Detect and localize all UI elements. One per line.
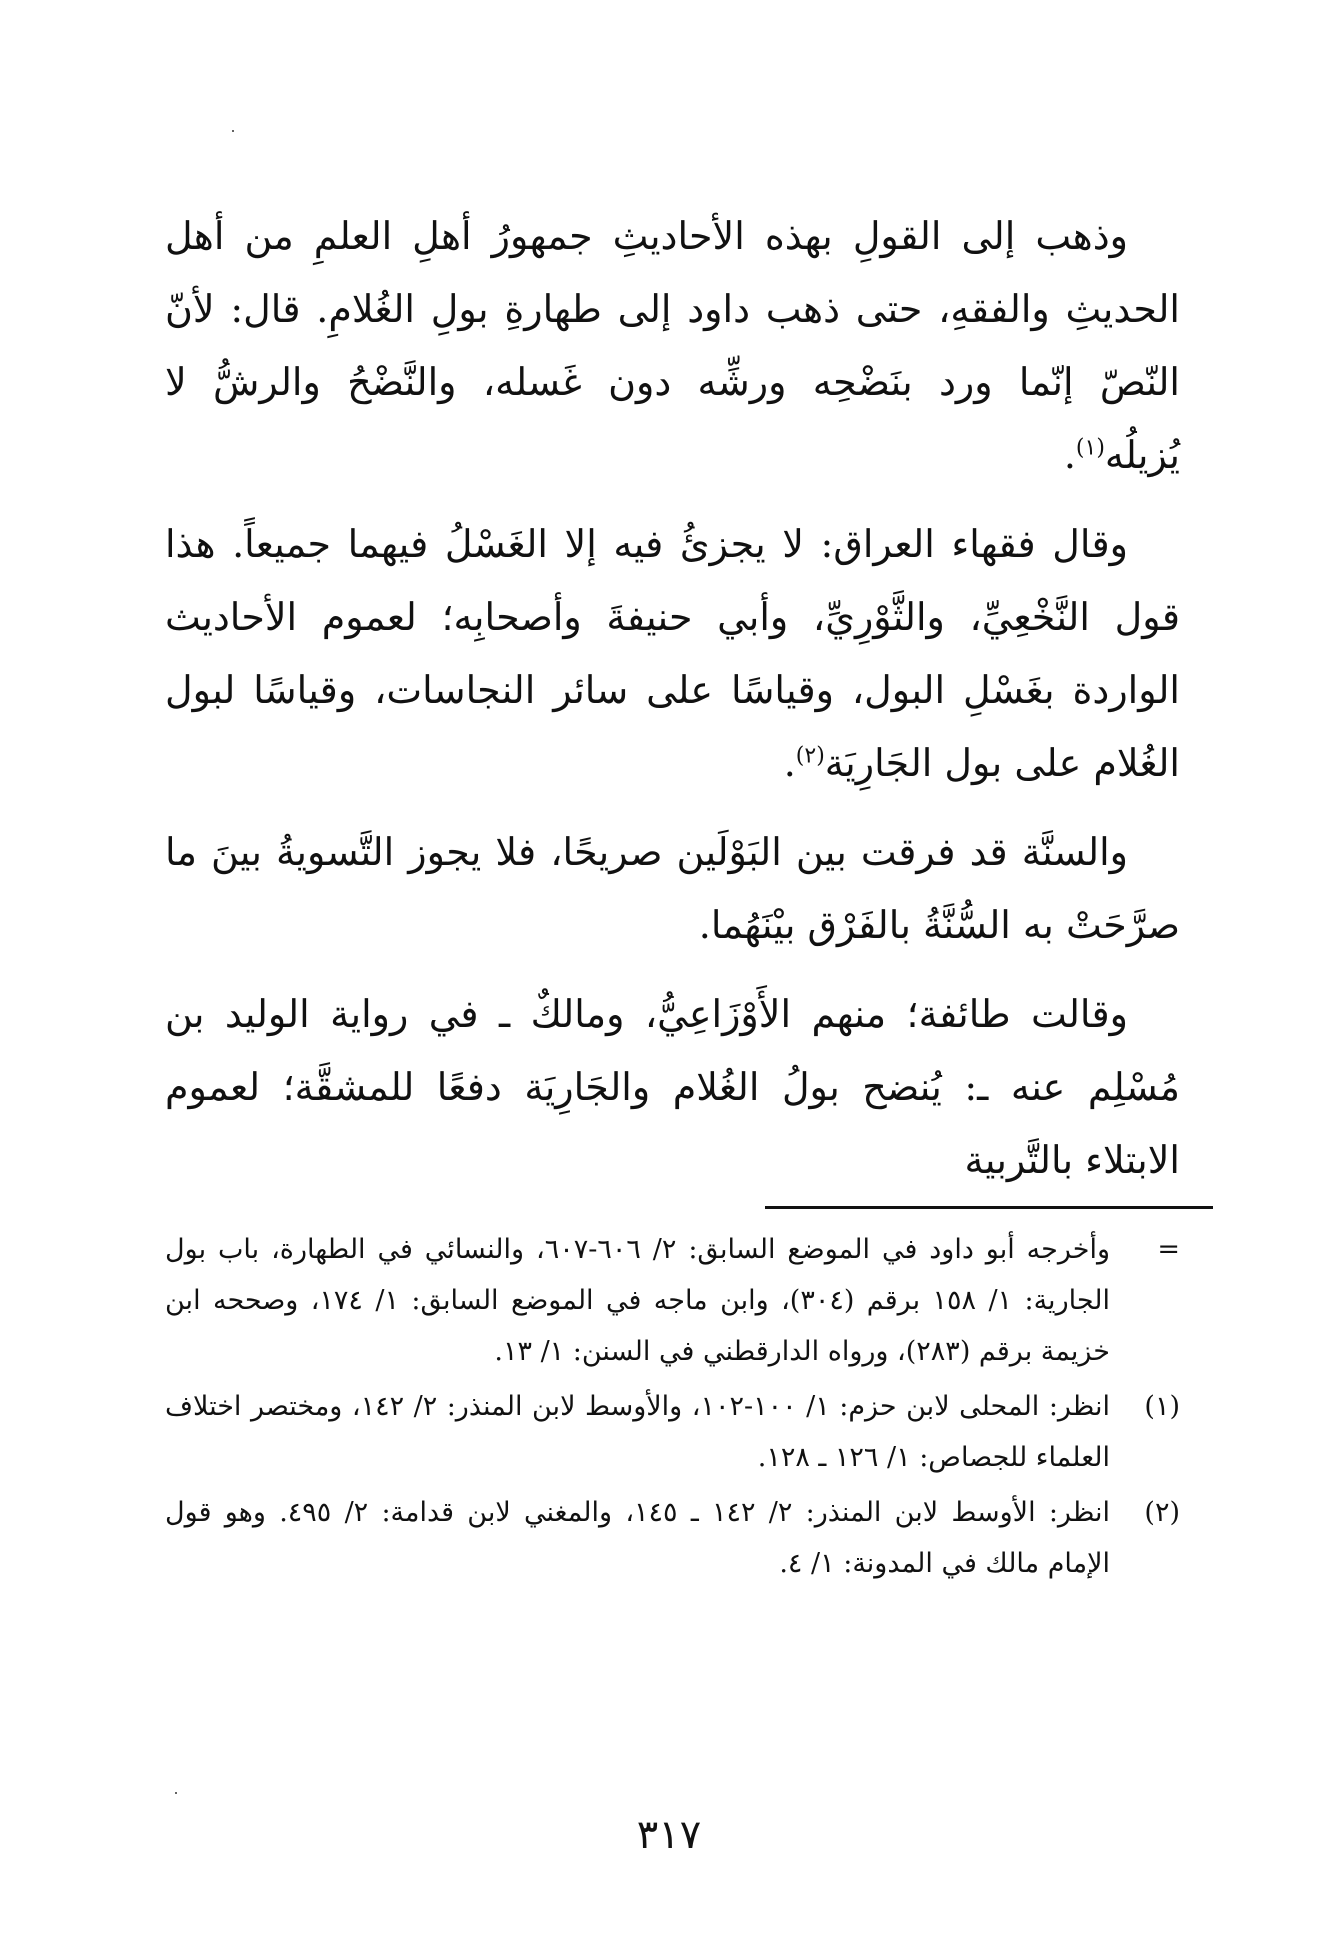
main-text xyxy=(165,200,1180,1197)
paragraph-text: وقالت طائفة؛ منهم الأَوْزَاعِيُّ، ومالكٌ ـ في رواية الوليد بن مُسْلِم عنه ـ: يُنضح بولُ الغُلام والجَارِيَة دفعًا للمشقَّة؛ لعموم الابتلاء بالتَّربية xyxy=(165,992,1180,1182)
paragraph-tail: . xyxy=(783,741,796,785)
scan-speck xyxy=(175,1792,177,1794)
paragraph-text: وقال فقهاء العراق: لا يجزئُ فيه إلا الغَسْلُ فيهما جميعاً. هذا قول النَّخْعِيِّ، والثَّوْرِيِّ، وأبي حنيفةَ وأصحابِه؛ لعموم الأحاديث الواردة بغَسْلِ البول، وقياسًا على سائر النجاسات، وقياسًا لبول الغُلام على بول الجَارِيَة xyxy=(165,522,1180,785)
paragraph-text: والسنَّة قد فرقت بين البَوْلَين صريحًا، فلا يجوز التَّسويةُ بينَ ما صرَّحَتْ به السُّنَّةُ بالفَرْق بيْنَهُما. xyxy=(165,830,1180,947)
footnote-reference: (٢) xyxy=(795,743,825,769)
page-number: ٣١٧ xyxy=(636,1812,702,1858)
footnote-mark: (١) xyxy=(1144,1391,1180,1422)
paragraph-tail: . xyxy=(1063,433,1076,477)
footnote-text: انظر: المحلى لابن حزم: ١/ ١٠٠-١٠٢، والأوسط لابن المنذر: ٢/ ١٤٢، ومختصر اختلاف العلماء للجصاص: ١/ ١٢٦ ـ ١٢٨. xyxy=(165,1391,1110,1473)
footnote-mark: = xyxy=(1157,1234,1180,1265)
footnote-text: وأخرجه أبو داود في الموضع السابق: ٢/ ٦٠٦-٦٠٧، والنسائي في الطهارة، باب بول الجارية: ١/ ١٥٨ برقم (٣٠٤)، وابن ماجه في الموضع السابق: ١/ ١٧٤، وصححه ابن خزيمة برقم (٢٨٣)، ورواه الدارقطني في السنن: ١/ ١٣. xyxy=(165,1234,1110,1367)
footnote-continuation xyxy=(165,1224,1180,1377)
footnote-2 xyxy=(165,1487,1180,1589)
paragraph-text: وذهب إلى القولِ بهذه الأحاديثِ جمهورُ أهلِ العلمِ من أهل الحديثِ والفقهِ، حتى ذهب داود إلى طهارةِ بولِ الغُلامِ. قال: لأنّ النّصّ إنّما ورد بنَضْحِه ورشِّه دون غَسله، والنَّضْحُ والرشُّ لا يُزيلُه xyxy=(165,214,1180,477)
paragraph-2 xyxy=(165,508,1180,800)
paragraph-1 xyxy=(165,200,1180,492)
paragraph-4 xyxy=(165,978,1180,1197)
footnote-1 xyxy=(165,1381,1180,1483)
footnote-mark: (٢) xyxy=(1144,1497,1180,1528)
paragraph-3 xyxy=(165,816,1180,962)
footnote-reference: (١) xyxy=(1075,435,1105,461)
footnotes-section xyxy=(165,1224,1180,1593)
footnote-separator xyxy=(765,1206,1213,1209)
footnote-text: انظر: الأوسط لابن المنذر: ٢/ ١٤٢ ـ ١٤٥، والمغني لابن قدامة: ٢/ ٤٩٥. وهو قول الإمام مالك في المدونة: ١/ ٤. xyxy=(165,1497,1110,1579)
scan-speck xyxy=(232,130,234,132)
